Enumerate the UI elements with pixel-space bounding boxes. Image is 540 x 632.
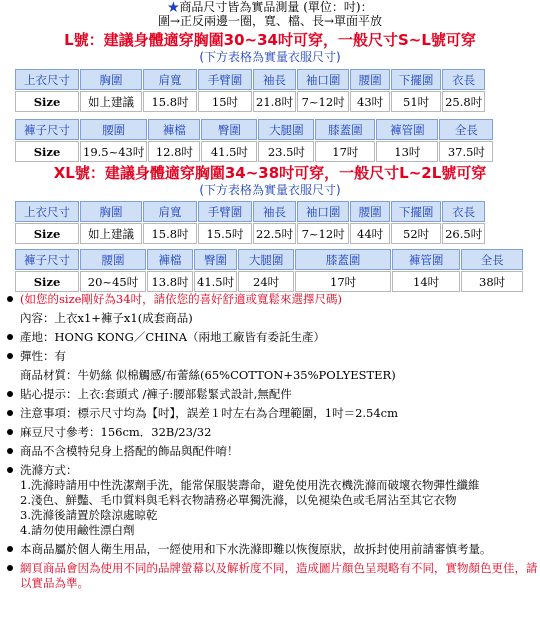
product-details (4, 292, 538, 595)
bullet-icon (7, 334, 13, 340)
list-item: 本商品屬於個人衛生用品，一經使用和下水洗滌即難以恢復原狀，故拆封使用前請審慎考量。 (4, 542, 538, 557)
size-l-pants-table (14, 118, 494, 163)
wash-line: 1.洗滌時請用中性洗潔劑手洗，能常保服裝壽命，避免使用洗衣機洗滌而破壞衣物彈性纖維 (20, 478, 480, 492)
table-header-row: 褲子尺寸 腰圍 褲檔 臀圍 大腿圍 膝蓋圍 褲管圍 全長 (15, 119, 493, 140)
measure-note: ★商品尺寸皆為實品測量 (單位：吋)： (167, 0, 373, 14)
wash-line: 4.請勿使用鹼性漂白劑 (20, 523, 135, 537)
star-icon: ★ (167, 0, 180, 14)
size-l-title: L號：建議身體適穿胸圍30~34吋可穿，一般尺寸S~L號可穿 (64, 31, 476, 49)
size-xl-title: XL號：建議身體適穿胸圍34~38吋可穿，一般尺寸L~2L號可穿 (53, 164, 487, 182)
bullet-icon (7, 429, 13, 435)
table-row: Size 如上建議 15.8吋 15.5吋 22.5吋 7~12吋 44吋 52吋 26.5吋 (15, 223, 485, 244)
list-item: 彈性：有 (4, 349, 538, 364)
list-item: 注意事項：標示尺寸均為【吋】，誤差１吋左右為合理範圍，1吋＝2.54cm (4, 406, 538, 421)
wash-line: 3.洗滌後請置於陰涼處晾乾 (20, 508, 158, 522)
list-item: 貼心提示：上衣:套頭式 /褲子:腰部鬆緊式設計,無配件 (4, 387, 538, 402)
bullet-icon (7, 296, 13, 302)
size-xl-pants-table (14, 248, 524, 293)
table-header-row: 上衣尺寸 胸圍 肩寬 手臂圍 袖長 袖口圍 腰圍 下擺圍 衣長 (15, 69, 485, 90)
table-header-row: 上衣尺寸 胸圍 肩寬 手臂圍 袖長 袖口圍 腰圍 下擺圍 衣長 (15, 201, 485, 222)
size-l-top-table (14, 68, 486, 113)
table-row: Size 19.5~43吋 12.8吋 41.5吋 23.5吋 17吋 13吋 37.5吋 (15, 141, 493, 162)
list-item: 網頁商品會因為使用不同的品牌螢幕以及解析度不同，造成圖片顏色呈現略有不同，實物顏色更佳，請以實品為準。 (4, 561, 538, 591)
bullet-icon (7, 565, 13, 571)
measure-method: 圍→正反兩邊一圈，寬、檔、長→單面平放 (157, 14, 383, 28)
bullet-icon (7, 353, 13, 359)
list-item: (如您的size剛好為34吋，請依您的喜好舒適或寬鬆來選擇尺碼) (4, 292, 538, 307)
size-l-note: (下方表格為實量衣服尺寸) (199, 50, 341, 64)
wash-line: 2.淺色、鮮豔、毛巾質料與毛料衣物請務必單獨洗滌，以免褪染色或毛屑沾至其它衣物 (20, 493, 457, 507)
list-item: 麻豆尺寸參考：156cm．32B/23/32 (4, 425, 538, 440)
list-item: 商品不含模特兒身上搭配的飾品與配件唷！ (4, 444, 538, 459)
size-xl-note: (下方表格為實量衣服尺寸) (199, 183, 341, 197)
bullet-icon (7, 448, 13, 454)
table-header-row: 褲子尺寸 腰圍 褲檔 臀圍 大腿圍 膝蓋圍 褲管圍 全長 (15, 249, 523, 270)
list-item: 產地：HONG KONG／CHINA（兩地工廠皆有委託生產） (4, 330, 538, 345)
list-item: 商品材質：牛奶絲 似棉觸感/布蕾絲(65%COTTON+35%POLYESTER) (20, 368, 396, 382)
bullet-icon (7, 546, 13, 552)
list-item: 內容：上衣x1+褲子x1(成套商品) (20, 311, 193, 325)
table-row: Size 如上建議 15.8吋 15吋 21.8吋 7~12吋 43吋 51吋 25.8吋 (15, 91, 485, 112)
bullet-icon (7, 467, 13, 473)
bullet-icon (7, 410, 13, 416)
list-item: 洗滌方式： 1.洗滌時請用中性洗潔劑手洗，能常保服裝壽命，避免使用洗衣機洗滌而破壞衣物彈性纖維 2.淺色、鮮豔、毛巾質料與毛料衣物請務必單獨洗滌，以免褪染色或毛屑沾至其它衣物 3.洗滌後請置於陰涼處晾乾 4.請勿使用鹼性漂白劑 (4, 463, 538, 538)
table-row: Size 20~45吋 13.8吋 41.5吋 24吋 17吋 14吋 38吋 (15, 271, 523, 292)
size-xl-top-table (14, 200, 486, 245)
bullet-icon (7, 391, 13, 397)
